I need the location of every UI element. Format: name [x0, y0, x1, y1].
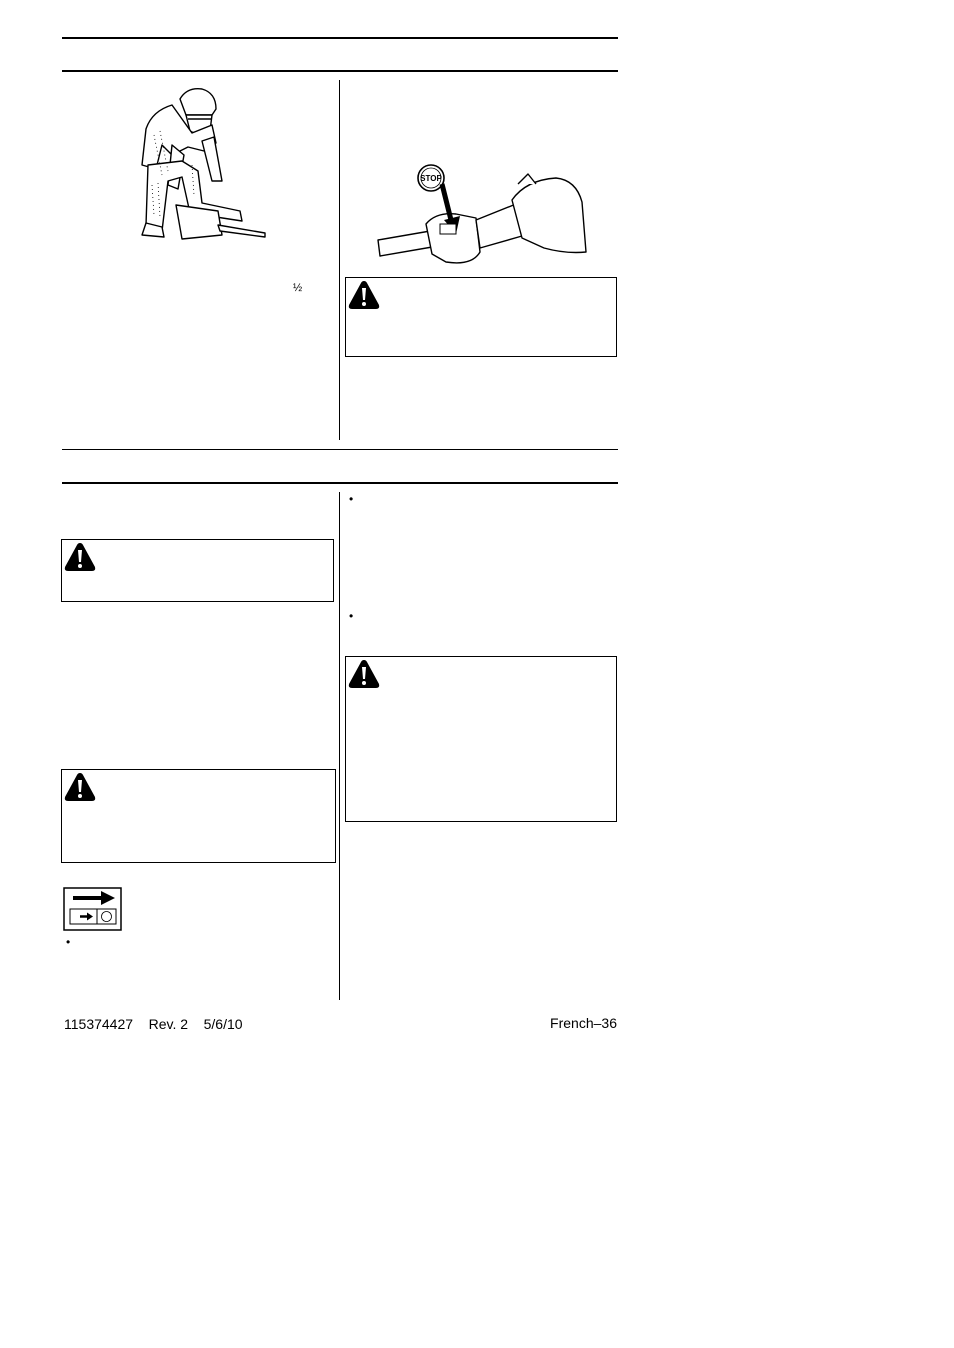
- warning-box-1: [345, 277, 617, 357]
- column-divider-top: [339, 80, 340, 440]
- doc-date: 5/6/10: [203, 1016, 243, 1032]
- warning-triangle-icon: [64, 772, 96, 802]
- section-rule-2: [62, 482, 618, 484]
- warning-box-2: [61, 539, 334, 602]
- top-section-rule: [62, 70, 618, 72]
- bullet-right-1: •: [349, 492, 354, 506]
- bullet-right-2: •: [349, 609, 354, 623]
- stop-badge-text: STOP: [420, 174, 442, 183]
- page-separator: –: [593, 1015, 602, 1031]
- stop-switch-illustration: [376, 162, 591, 272]
- fraction-symbol: ½: [293, 282, 303, 294]
- warning-box-4: [345, 656, 617, 822]
- doc-revision: Rev. 2: [148, 1016, 189, 1032]
- bullet-left: •: [66, 935, 71, 949]
- page-number: 36: [601, 1015, 617, 1031]
- warning-box-3: [61, 769, 336, 863]
- footer-doc-info: [64, 1016, 243, 1032]
- doc-number: 115374427: [64, 1016, 134, 1032]
- section-rule-1: [62, 449, 618, 450]
- language-label: French: [550, 1015, 594, 1031]
- warning-triangle-icon: [348, 659, 380, 689]
- column-divider-bottom: [339, 492, 340, 1000]
- arrow-right-icon: [63, 887, 123, 932]
- warning-triangle-icon: [64, 542, 96, 572]
- footer-page-info: [550, 1015, 617, 1031]
- top-rule: [62, 37, 618, 39]
- warning-triangle-icon: [348, 280, 380, 310]
- worker-illustration: [132, 85, 267, 245]
